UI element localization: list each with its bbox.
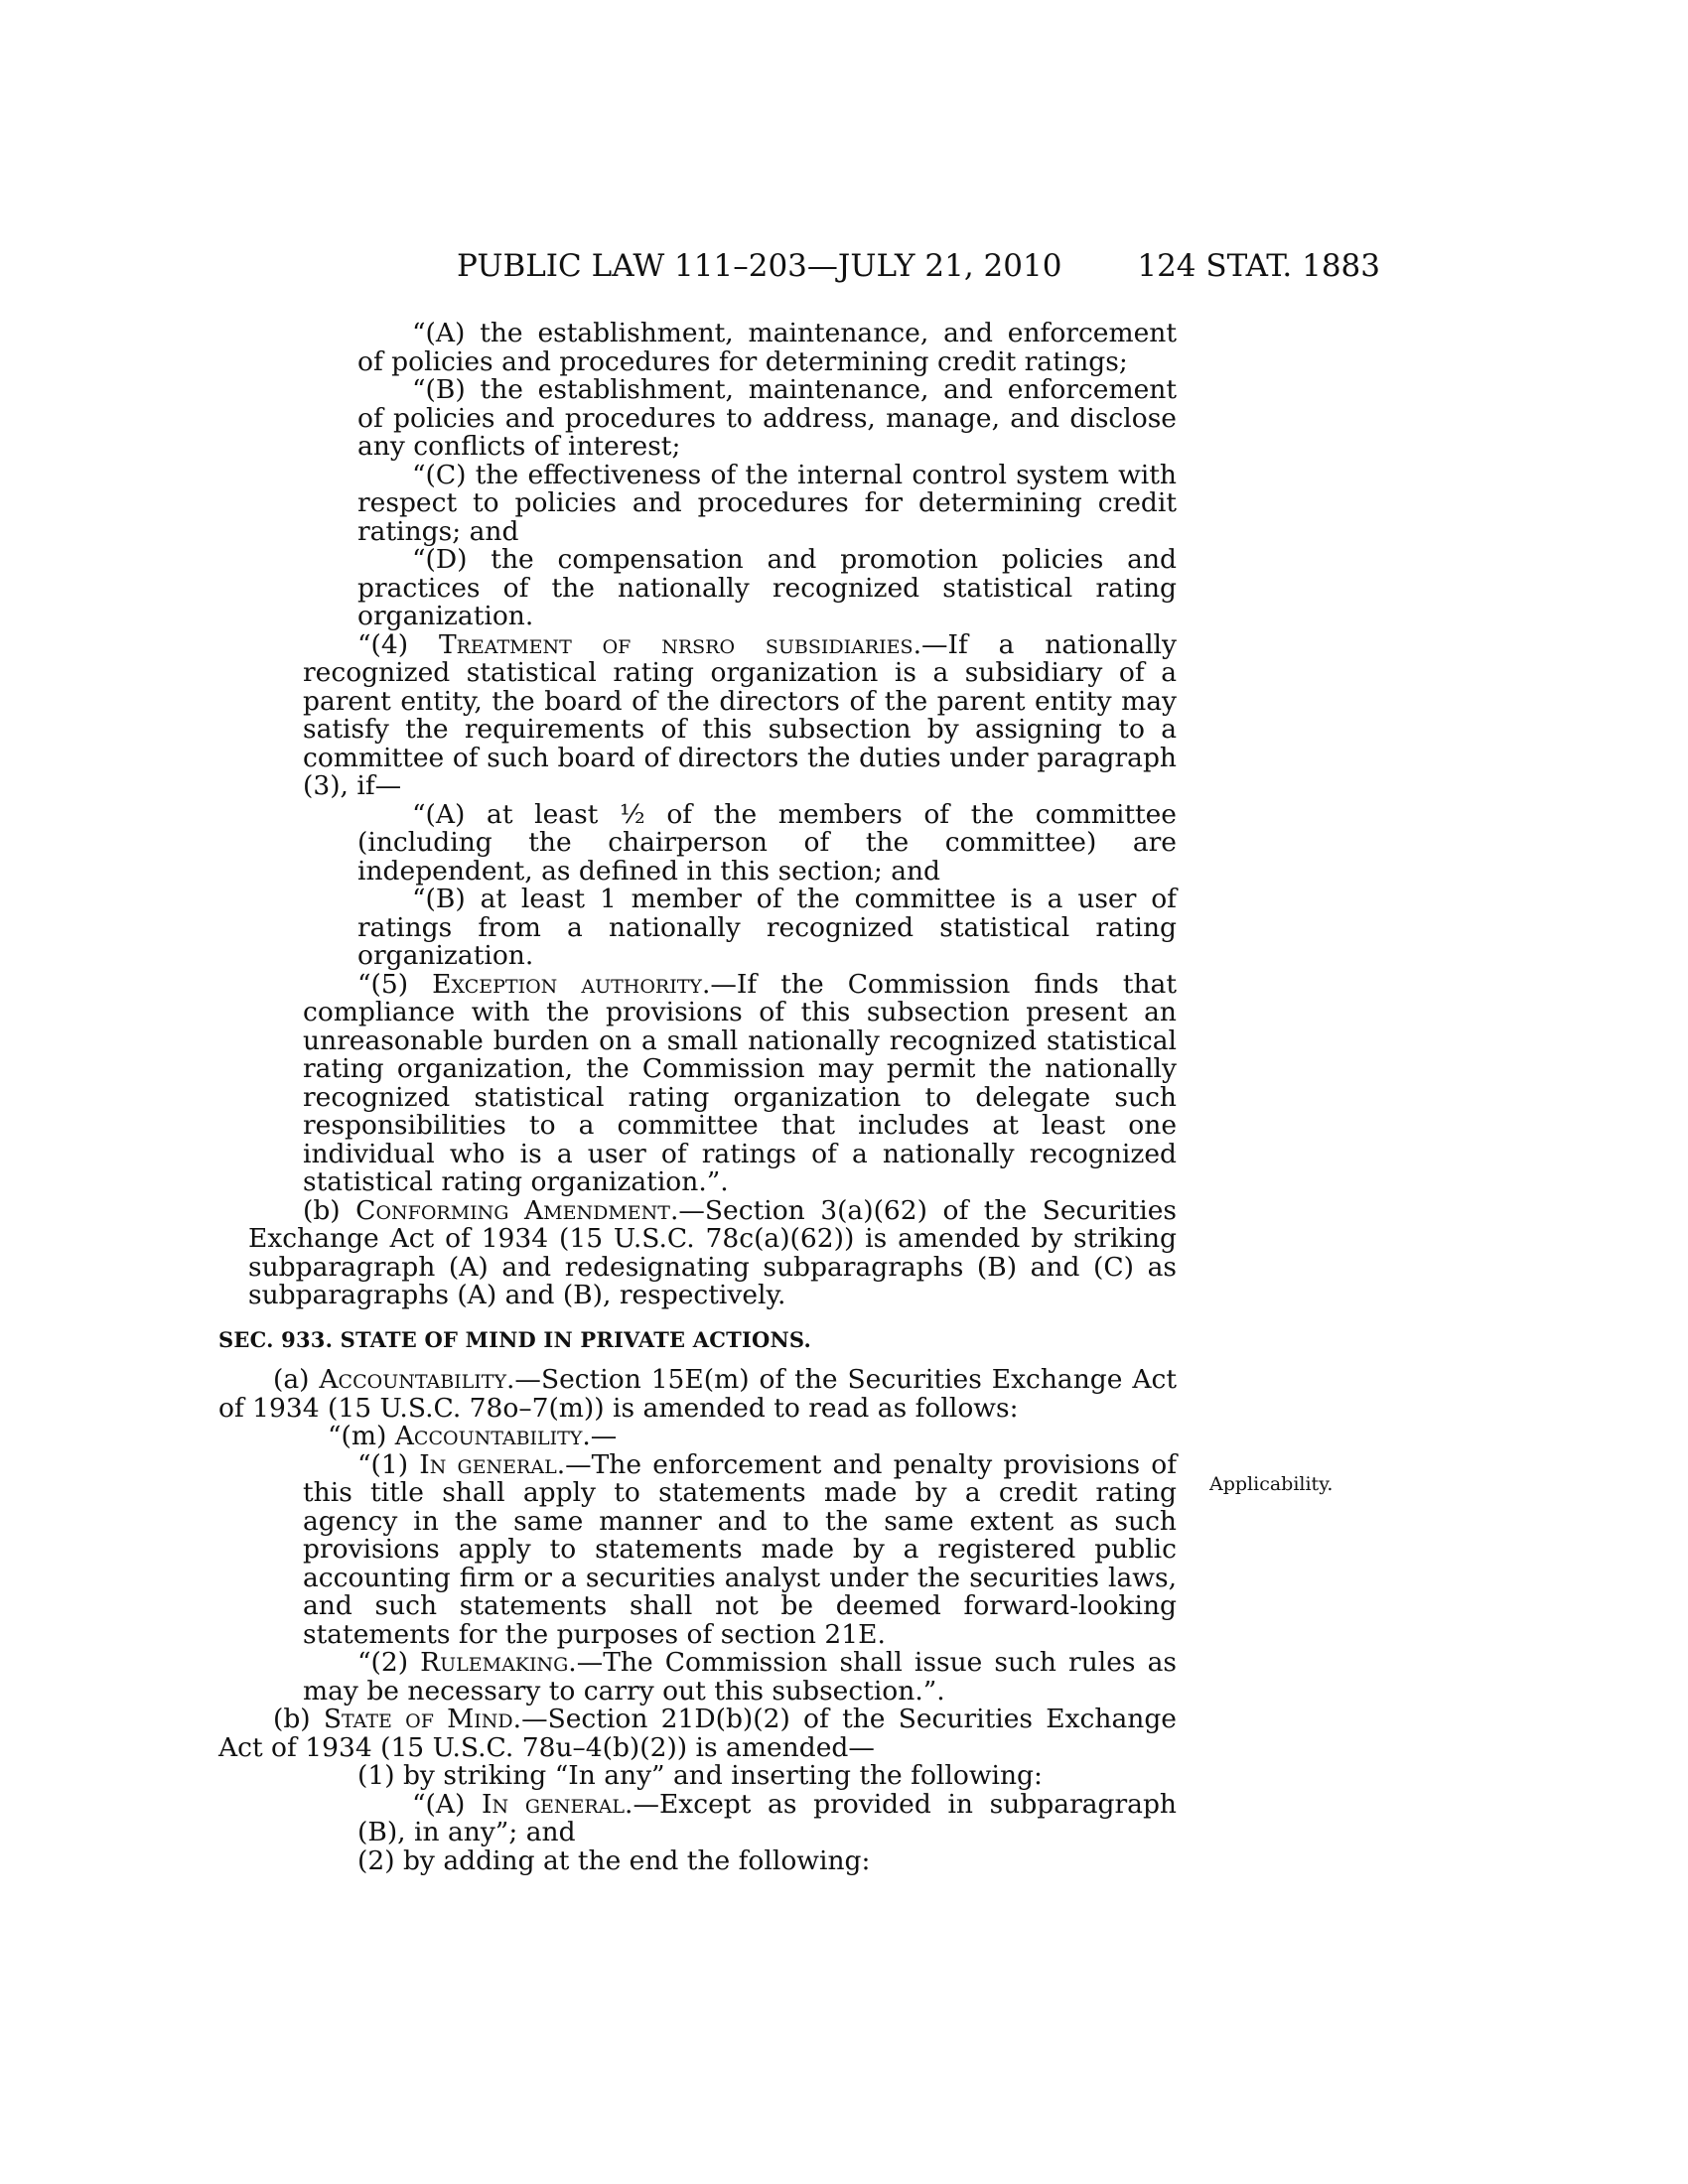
paragraph-4: “(4) Treatment of nrsro subsidiaries.—If a nationally recognized statistical rating organization is a subsidiary of a parent entity, the board of the directors of the parent entity may satisfy the requirements of this subsection by assigning to a committee of such board of directors the duties under paragraph (3), if— <box>303 628 1177 801</box>
paragraph-a: “(A) the establishment, maintenance, and enforcement of policies and procedures for determining credit ratings; <box>357 318 1177 377</box>
paragraph-state-of-mind: (b) State of Mind.—Section 21D(b)(2) of the Securities Exchange Act of 1934 (15 U.S.C. 78u–4(b)(2)) is amended— <box>218 1704 1177 1763</box>
heading-in-general: In general <box>419 1448 557 1480</box>
paragraph-m-1: “(1) In general.—The enforcement and penalty provisions of this title shall apply to statements made by a credit rating agency in the same manner and to the same extent as such provisions apply to statements made by a registered public accounting firm or a securities analyst under the securities laws, and such statements shall not be deemed forward-looking statements for the purposes of section 21E. <box>303 1448 1177 1650</box>
accountability-text: Section 15E(m) of the Securities Exchange Act of 1934 (15 U.S.C. 78o–7(m)) is amended to read as follows: <box>218 1364 1177 1424</box>
paragraph-4-a: “(A) at least ½ of the members of the committee (including the chairperson of the committee) are independent, as defined in this section; and <box>357 798 1177 887</box>
paragraph-5: “(5) Exception authority.—If the Commission finds that compliance with the provisions of this subsection present an unreasonable burden on a small nationally recognized statistical rating organization, the Commission may permit the nationally recognized statistical rating organization to delegate such responsibilities to a committee that includes at least one individual who is a user of ratings of a nationally recognized statistical rating organization.”. <box>303 968 1177 1197</box>
paragraph-5-text: If the Commission finds that compliance with the provisions of this subsection present an unreasonable burden on a small nationally recognized statistical rating organization, the Commission may permit the nationally recognized statistical rating organization to delegate such responsibilities to a committee that includes at least one individual who is a user of ratings of a nationally recognized statistical rating organization.”. <box>303 968 1177 1197</box>
paragraph-b: “(B) the establishment, maintenance, and enforcement of policies and procedures to address, manage, and disclose any conflicts of interest; <box>357 374 1177 462</box>
heading-m-accountability: Accountability <box>394 1421 583 1451</box>
b-1-a-text: Except as provided in subparagraph (B), in any”; and <box>357 1788 1177 1847</box>
section-heading: SEC. 933. STATE OF MIND IN PRIVATE ACTIONS. <box>218 1326 812 1352</box>
heading-treatment: Treatment of nrsro subsidiaries <box>438 628 914 660</box>
margin-note: Applicability. <box>1209 1473 1334 1495</box>
paragraph-accountability: (a) Accountability.—Section 15E(m) of the Securities Exchange Act of 1934 (15 U.S.C. 78o–7(m)) is amended to read as follows: <box>218 1364 1177 1424</box>
conforming-text: Section 3(a)(62) of the Securities Exchange Act of 1934 (15 U.S.C. 78c(a)(62)) is amended by striking subparagraph (A) and redesignating subparagraphs (B) and (C) as subparagraphs (A) and (B), respectively. <box>248 1194 1177 1310</box>
document-body <box>218 318 1177 1876</box>
heading-accountability: Accountability <box>319 1364 506 1395</box>
paragraph-d: “(D) the compensation and promotion policies and practices of the nationally recognized statistical rating organization. <box>357 544 1177 631</box>
stat-page-number: 124 STAT. 1883 <box>1137 248 1380 284</box>
heading-state-of-mind: State of Mind <box>323 1704 513 1734</box>
paragraph-4-text: If a nationally recognized statistical rating organization is a subsidiary of a parent entity, the board of the directors of the parent entity may satisfy the requirements of this subsection by assigning to a committee of such board of directors the duties under paragraph (3), if— <box>303 628 1177 801</box>
law-citation: PUBLIC LAW 111–203—JULY 21, 2010 <box>457 248 1062 284</box>
page-header <box>457 248 1380 288</box>
m-2-text: The Commission shall issue such rules as may be necessary to carry out this subsection.”. <box>303 1647 1177 1706</box>
paragraph-m-2: “(2) Rulemaking.—The Commission shall issue such rules as may be necessary to carry out this subsection.”. <box>303 1647 1177 1706</box>
paragraph-b-1-a: “(A) In general.—Except as provided in subparagraph (B), in any”; and <box>357 1788 1177 1847</box>
paragraph-conforming: (b) Conforming Amendment.—Section 3(a)(62) of the Securities Exchange Act of 1934 (15 U.S.C. 78c(a)(62)) is amended by striking subparagraph (A) and redesignating subparagraphs (B) and (C) as subparagraphs (A) and (B), respectively. <box>248 1194 1177 1310</box>
paragraph-m: “(m) Accountability.— <box>328 1421 618 1451</box>
heading-exception: Exception authority <box>432 968 702 1000</box>
heading-conforming: Conforming Amendment <box>355 1194 670 1226</box>
paragraph-b-1: (1) by striking “In any” and inserting the following: <box>357 1760 1043 1791</box>
heading-rulemaking: Rulemaking <box>420 1647 569 1678</box>
heading-b-in-general: In general <box>482 1788 626 1820</box>
m-1-text: The enforcement and penalty provisions of this title shall apply to statements made by a credit rating agency in the same manner and to the same extent as such provisions apply to statements made by a registered public accounting firm or a securities analyst under the securities laws, and such statements shall not be deemed forward-looking statements for the purposes of section 21E. <box>303 1448 1177 1650</box>
paragraph-c: “(C) the effectiveness of the internal control system with respect to policies and procedures for determining credit ratings; and <box>357 459 1177 547</box>
paragraph-4-b: “(B) at least 1 member of the committee is a user of ratings from a nationally recognized statistical rating organization. <box>357 884 1177 971</box>
paragraph-b-2: (2) by adding at the end the following: <box>357 1844 871 1876</box>
state-of-mind-text: Section 21D(b)(2) of the Securities Exchange Act of 1934 (15 U.S.C. 78u–4(b)(2)) is amended— <box>218 1704 1177 1763</box>
